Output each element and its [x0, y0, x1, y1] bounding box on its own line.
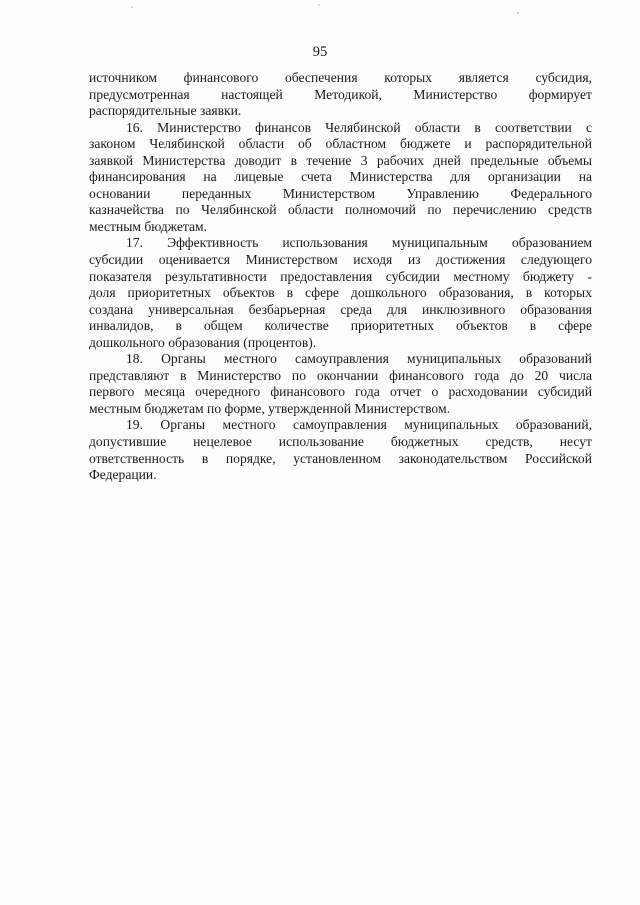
- text-line: допустившие нецелевое использование бюджетных средств, несут: [89, 434, 592, 450]
- paragraph-19: [89, 417, 592, 483]
- text-line: законом Челябинской области об областном бюджете и распорядительной: [89, 136, 592, 152]
- page-number: 95: [312, 44, 328, 60]
- text-line: казначейства по Челябинской области полномочий по перечислению средств: [89, 202, 592, 218]
- text-line: 19. Органы местного самоуправления муниципальных образований,: [126, 417, 592, 433]
- text-line: местным бюджетам по форме, утвержденной Министерством.: [89, 400, 450, 416]
- text-line: предусмотренная настоящей Методикой, Министерство формирует: [89, 86, 592, 102]
- scan-artifact: [517, 12, 519, 14]
- paragraph-18: [89, 351, 592, 417]
- text-line: заявкой Министерства доводит в течение 3 рабочих дней предельные объемы: [89, 152, 592, 168]
- text-line: доля приоритетных объектов в сфере дошкольного образования, в которых: [89, 285, 592, 301]
- text-line: источником финансового обеспечения которых является субсидия,: [89, 70, 592, 85]
- text-line: субсидии оценивается Министерством исходя из достижения следующего: [89, 252, 592, 268]
- paragraph-16: [89, 120, 592, 236]
- document-body: [89, 70, 592, 484]
- text-line: создана универсальная безбарьерная среда для инклюзивного образования: [89, 301, 592, 317]
- text-line: 16. Министерство финансов Челябинской области в соответствии с: [126, 119, 592, 135]
- paragraph-continuation: [89, 70, 592, 120]
- text-line: финансирования на лицевые счета Министерства для организации на: [89, 169, 592, 185]
- text-line: распорядительные заявки.: [89, 103, 242, 119]
- text-line: местным бюджетам.: [89, 218, 208, 234]
- text-line: инвалидов, в общем количестве приоритетных объектов в сфере: [89, 318, 592, 334]
- text-line: Федерации.: [89, 467, 157, 483]
- text-line: основании переданных Министерством Управлению Федерального: [89, 185, 592, 201]
- text-line: представляют в Министерство по окончании финансового года до 20 числа: [89, 367, 592, 383]
- scan-artifact: [131, 6, 133, 8]
- text-line: дошкольного образования (процентов).: [89, 334, 317, 350]
- text-line: показателя результативности предоставления субсидии местному бюджету -: [89, 268, 592, 284]
- text-line: 17. Эффективность использования муниципальным образованием: [126, 235, 592, 251]
- text-line: первого месяца очередного финансового года отчет о расходовании субсидий: [89, 384, 592, 400]
- text-line: 18. Органы местного самоуправления муниципальных образований: [126, 351, 592, 367]
- paragraph-17: [89, 235, 592, 351]
- scan-artifact: [318, 4, 320, 6]
- text-line: ответственность в порядке, установленном законодательством Российской: [89, 450, 592, 466]
